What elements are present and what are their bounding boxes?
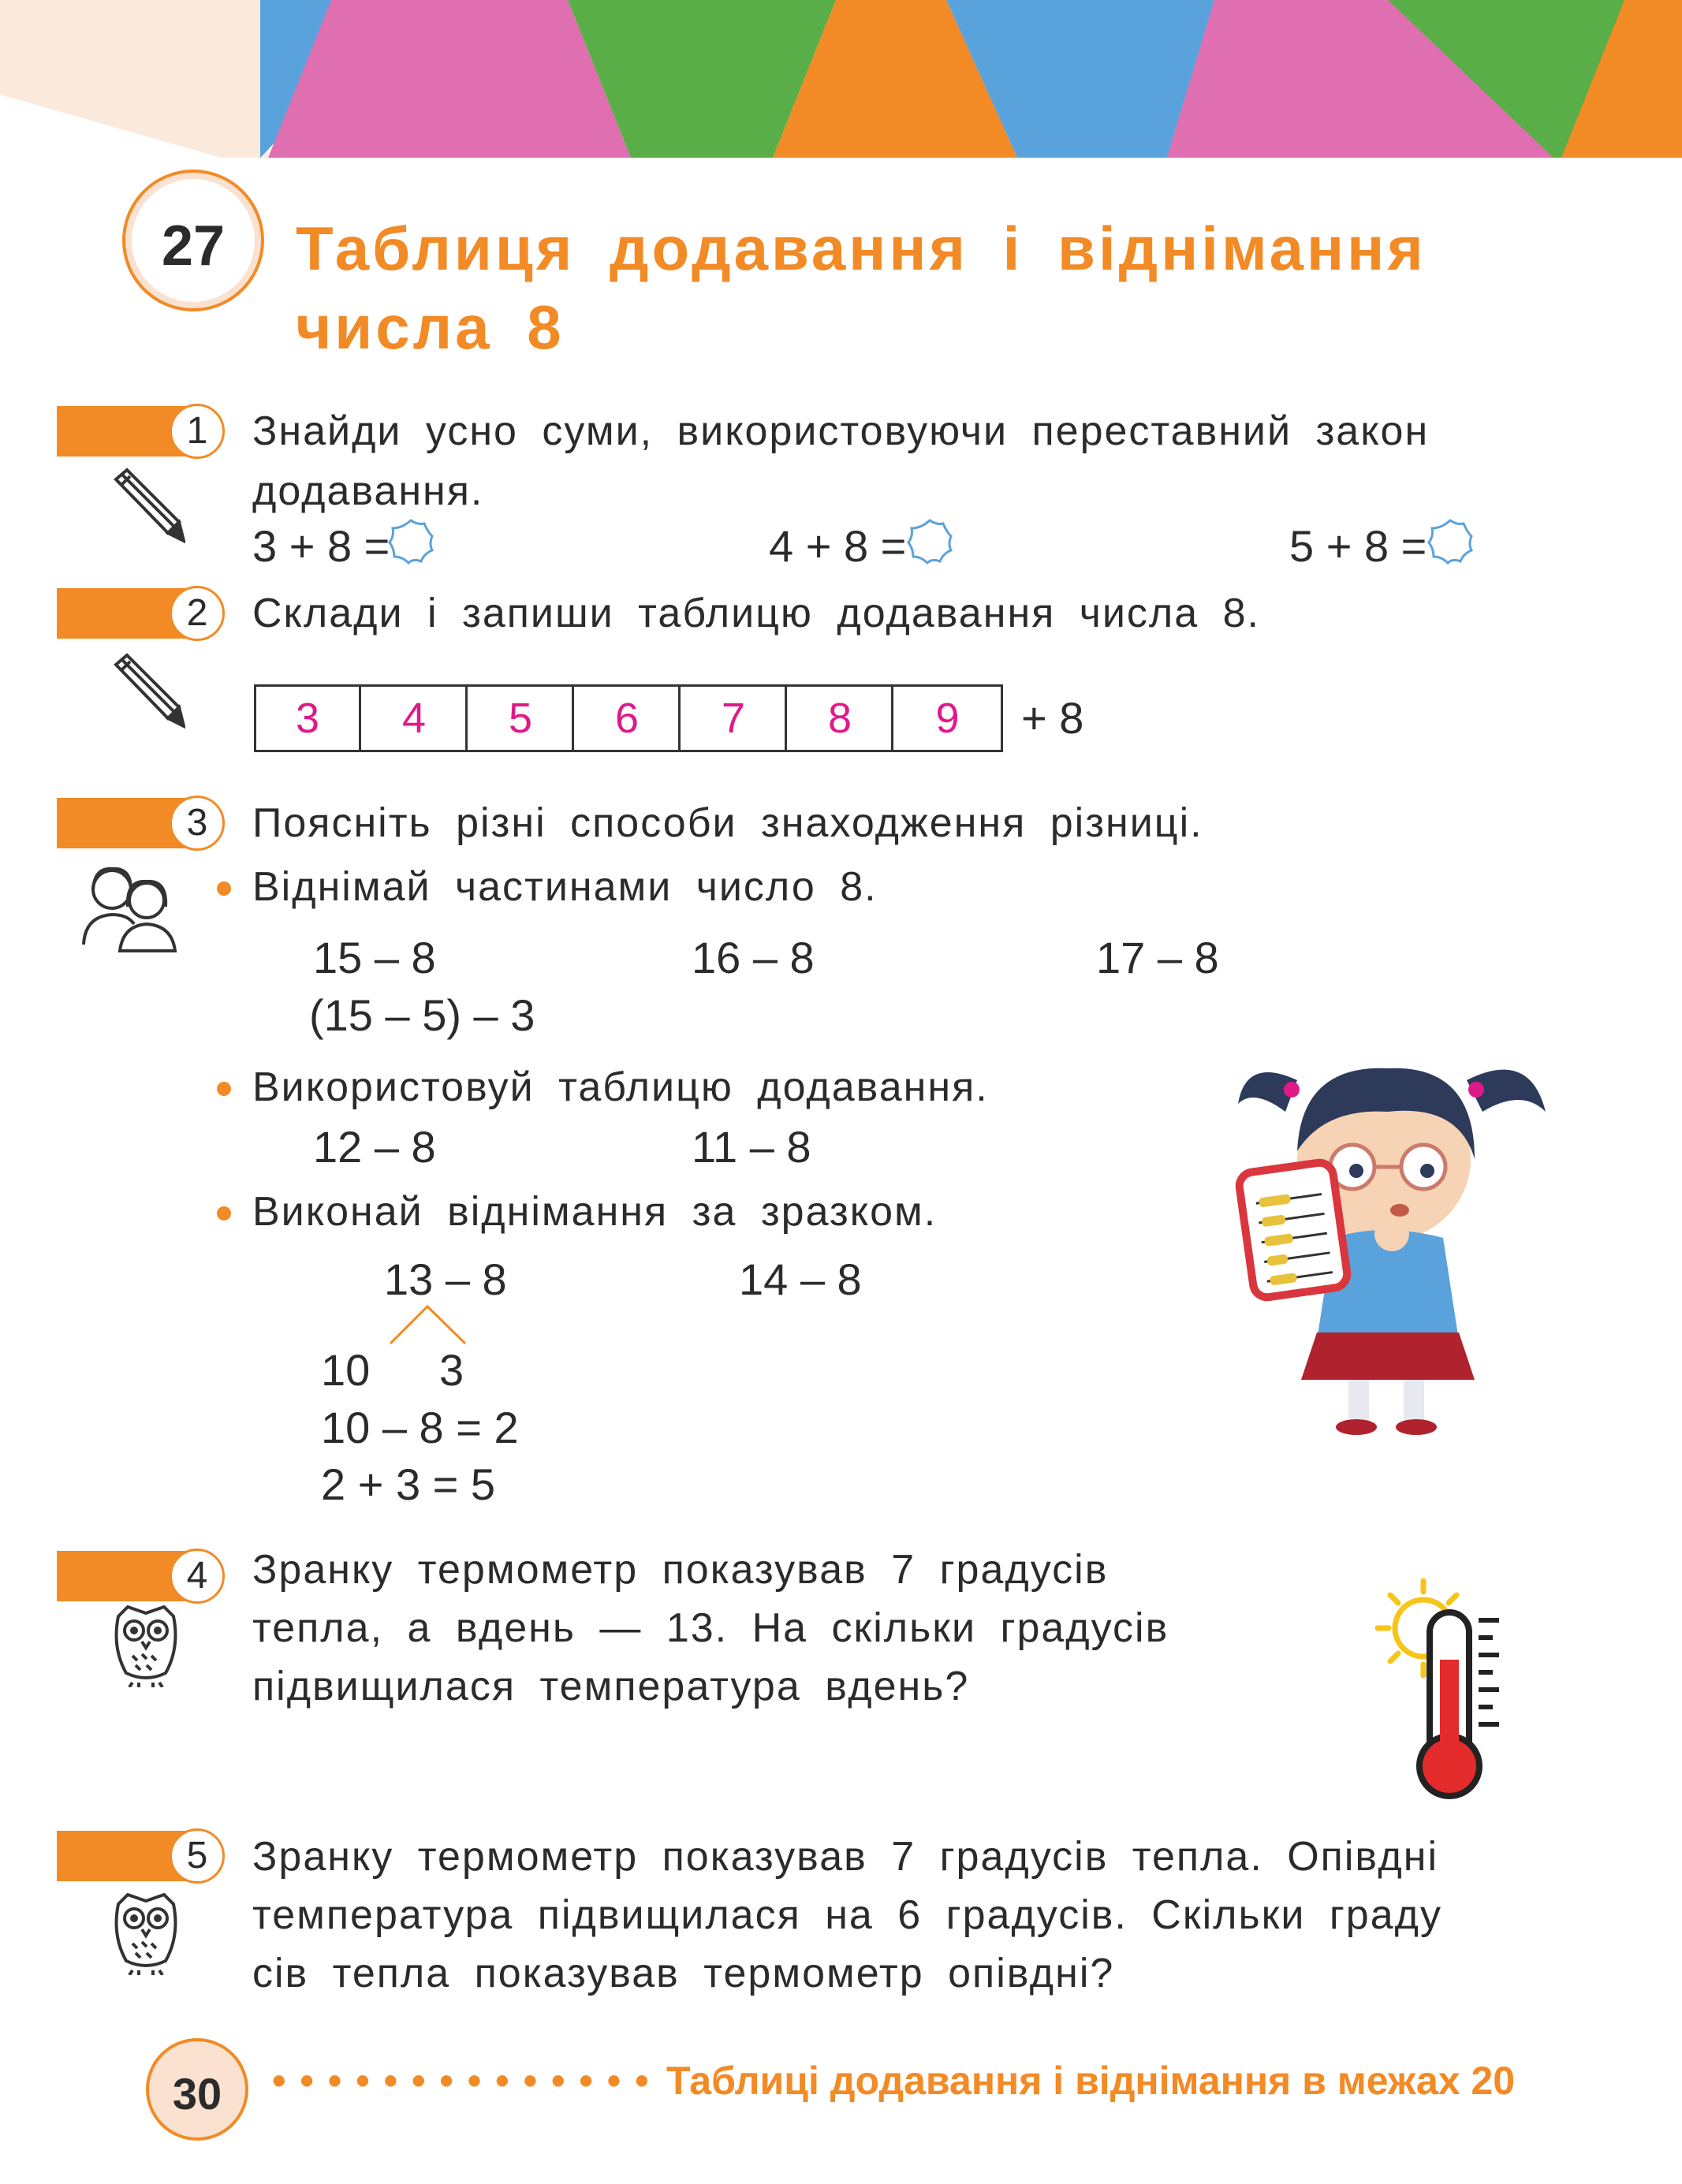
table-cell: 3 [256, 687, 361, 750]
task-4-text-line3: підвищилася температура вдень? [252, 1664, 970, 1709]
task-4-text-line1: Зранку термометр показував 7 градусів [252, 1547, 1109, 1593]
bullet [217, 881, 231, 896]
bullet [217, 1082, 231, 1096]
table-cell: 6 [576, 687, 681, 750]
method-3-expression-1: 13 – 8 [384, 1254, 507, 1304]
thermometer-sun-illustration [1360, 1573, 1534, 1802]
table-cell: 7 [682, 687, 787, 750]
method-3-step-2: 2 + 3 = 5 [321, 1459, 496, 1509]
task-1-text-line1: Знайди усно суми, використовуючи переставний закон [252, 408, 1430, 454]
task-5-number: 5 [170, 1828, 225, 1884]
table-suffix: + 8 [1021, 693, 1084, 743]
table-cell: 8 [789, 687, 893, 750]
method-1-expression-1: 15 – 8 [313, 933, 436, 982]
page-number-badge [146, 2038, 248, 2141]
task-5-text-line2: температура підвищилася на 6 градусів. Скільки граду [252, 1892, 1442, 1938]
method-3-step-1: 10 – 8 = 2 [321, 1403, 519, 1452]
lesson-number-badge [122, 170, 264, 311]
task-5-text-line1: Зранку термометр показував 7 градусів тепла. Опівдні [252, 1834, 1439, 1880]
pencil-icon [106, 465, 185, 544]
split-left: 10 [321, 1345, 371, 1395]
task-4-number: 4 [170, 1549, 225, 1604]
girl-with-abacus-illustration [1230, 1041, 1561, 1435]
task-1-expression-1: 3 + 8 = [252, 521, 390, 571]
answer-blob-1[interactable] [386, 517, 435, 566]
table-cell: 5 [469, 687, 574, 750]
pencil-icon [106, 650, 185, 729]
lesson-number: 27 [161, 214, 226, 278]
task-5-text-line3: сів тепла показував термометр опівдні? [252, 1951, 1115, 1996]
lesson-title-line2: числа 8 [296, 293, 565, 362]
table-cell: 9 [935, 695, 960, 742]
answer-blob-2[interactable] [905, 517, 954, 566]
split-right: 3 [439, 1345, 464, 1395]
method-1-text: Віднімай частинами число 8. [252, 864, 878, 910]
owl-icon [110, 1888, 181, 1975]
method-1-example: (15 – 5) – 3 [309, 990, 535, 1040]
footer-dots: • • • • • • • • • • • • • • [272, 2059, 651, 2103]
table-cell: 4 [363, 687, 468, 750]
lesson-title-line1: Таблиця додавання і віднімання [296, 214, 1427, 283]
owl-icon [110, 1601, 181, 1687]
task-1-text-line2: додавання. [252, 468, 484, 514]
header-banner [0, 0, 1682, 158]
method-1-expression-2: 16 – 8 [692, 933, 815, 982]
method-3-text: Виконай віднімання за зразком. [252, 1189, 938, 1235]
pair-work-icon [79, 859, 181, 954]
task-2-text: Склади і запиши таблицю додавання числа 8. [252, 591, 1260, 636]
method-2-expression-2: 11 – 8 [692, 1122, 811, 1172]
method-3-expression-2: 14 – 8 [739, 1254, 862, 1304]
bullet [217, 1206, 231, 1221]
answer-blob-3[interactable] [1426, 517, 1475, 566]
method-1-expression-3: 17 – 8 [1096, 933, 1219, 982]
task-1-expression-3: 5 + 8 = [1289, 521, 1427, 571]
method-2-expression-1: 12 – 8 [313, 1122, 436, 1172]
footer-section-title: Таблиці додавання і віднімання в межах 20 [666, 2059, 1516, 2103]
split-lines [386, 1303, 473, 1346]
page-number: 30 [172, 2069, 222, 2119]
task-1-expression-2: 4 + 8 = [769, 521, 907, 571]
addition-table [254, 684, 1003, 752]
task-3-text: Поясніть різні способи знаходження різниці. [252, 800, 1203, 846]
task-2-number: 2 [170, 586, 225, 641]
task-1-number: 1 [170, 404, 225, 459]
task-4-text-line2: тепла, а вдень — 13. На скільки градусів [252, 1605, 1169, 1651]
method-2-text: Використовуй таблицю додавання. [252, 1064, 989, 1110]
task-3-number: 3 [170, 796, 225, 851]
